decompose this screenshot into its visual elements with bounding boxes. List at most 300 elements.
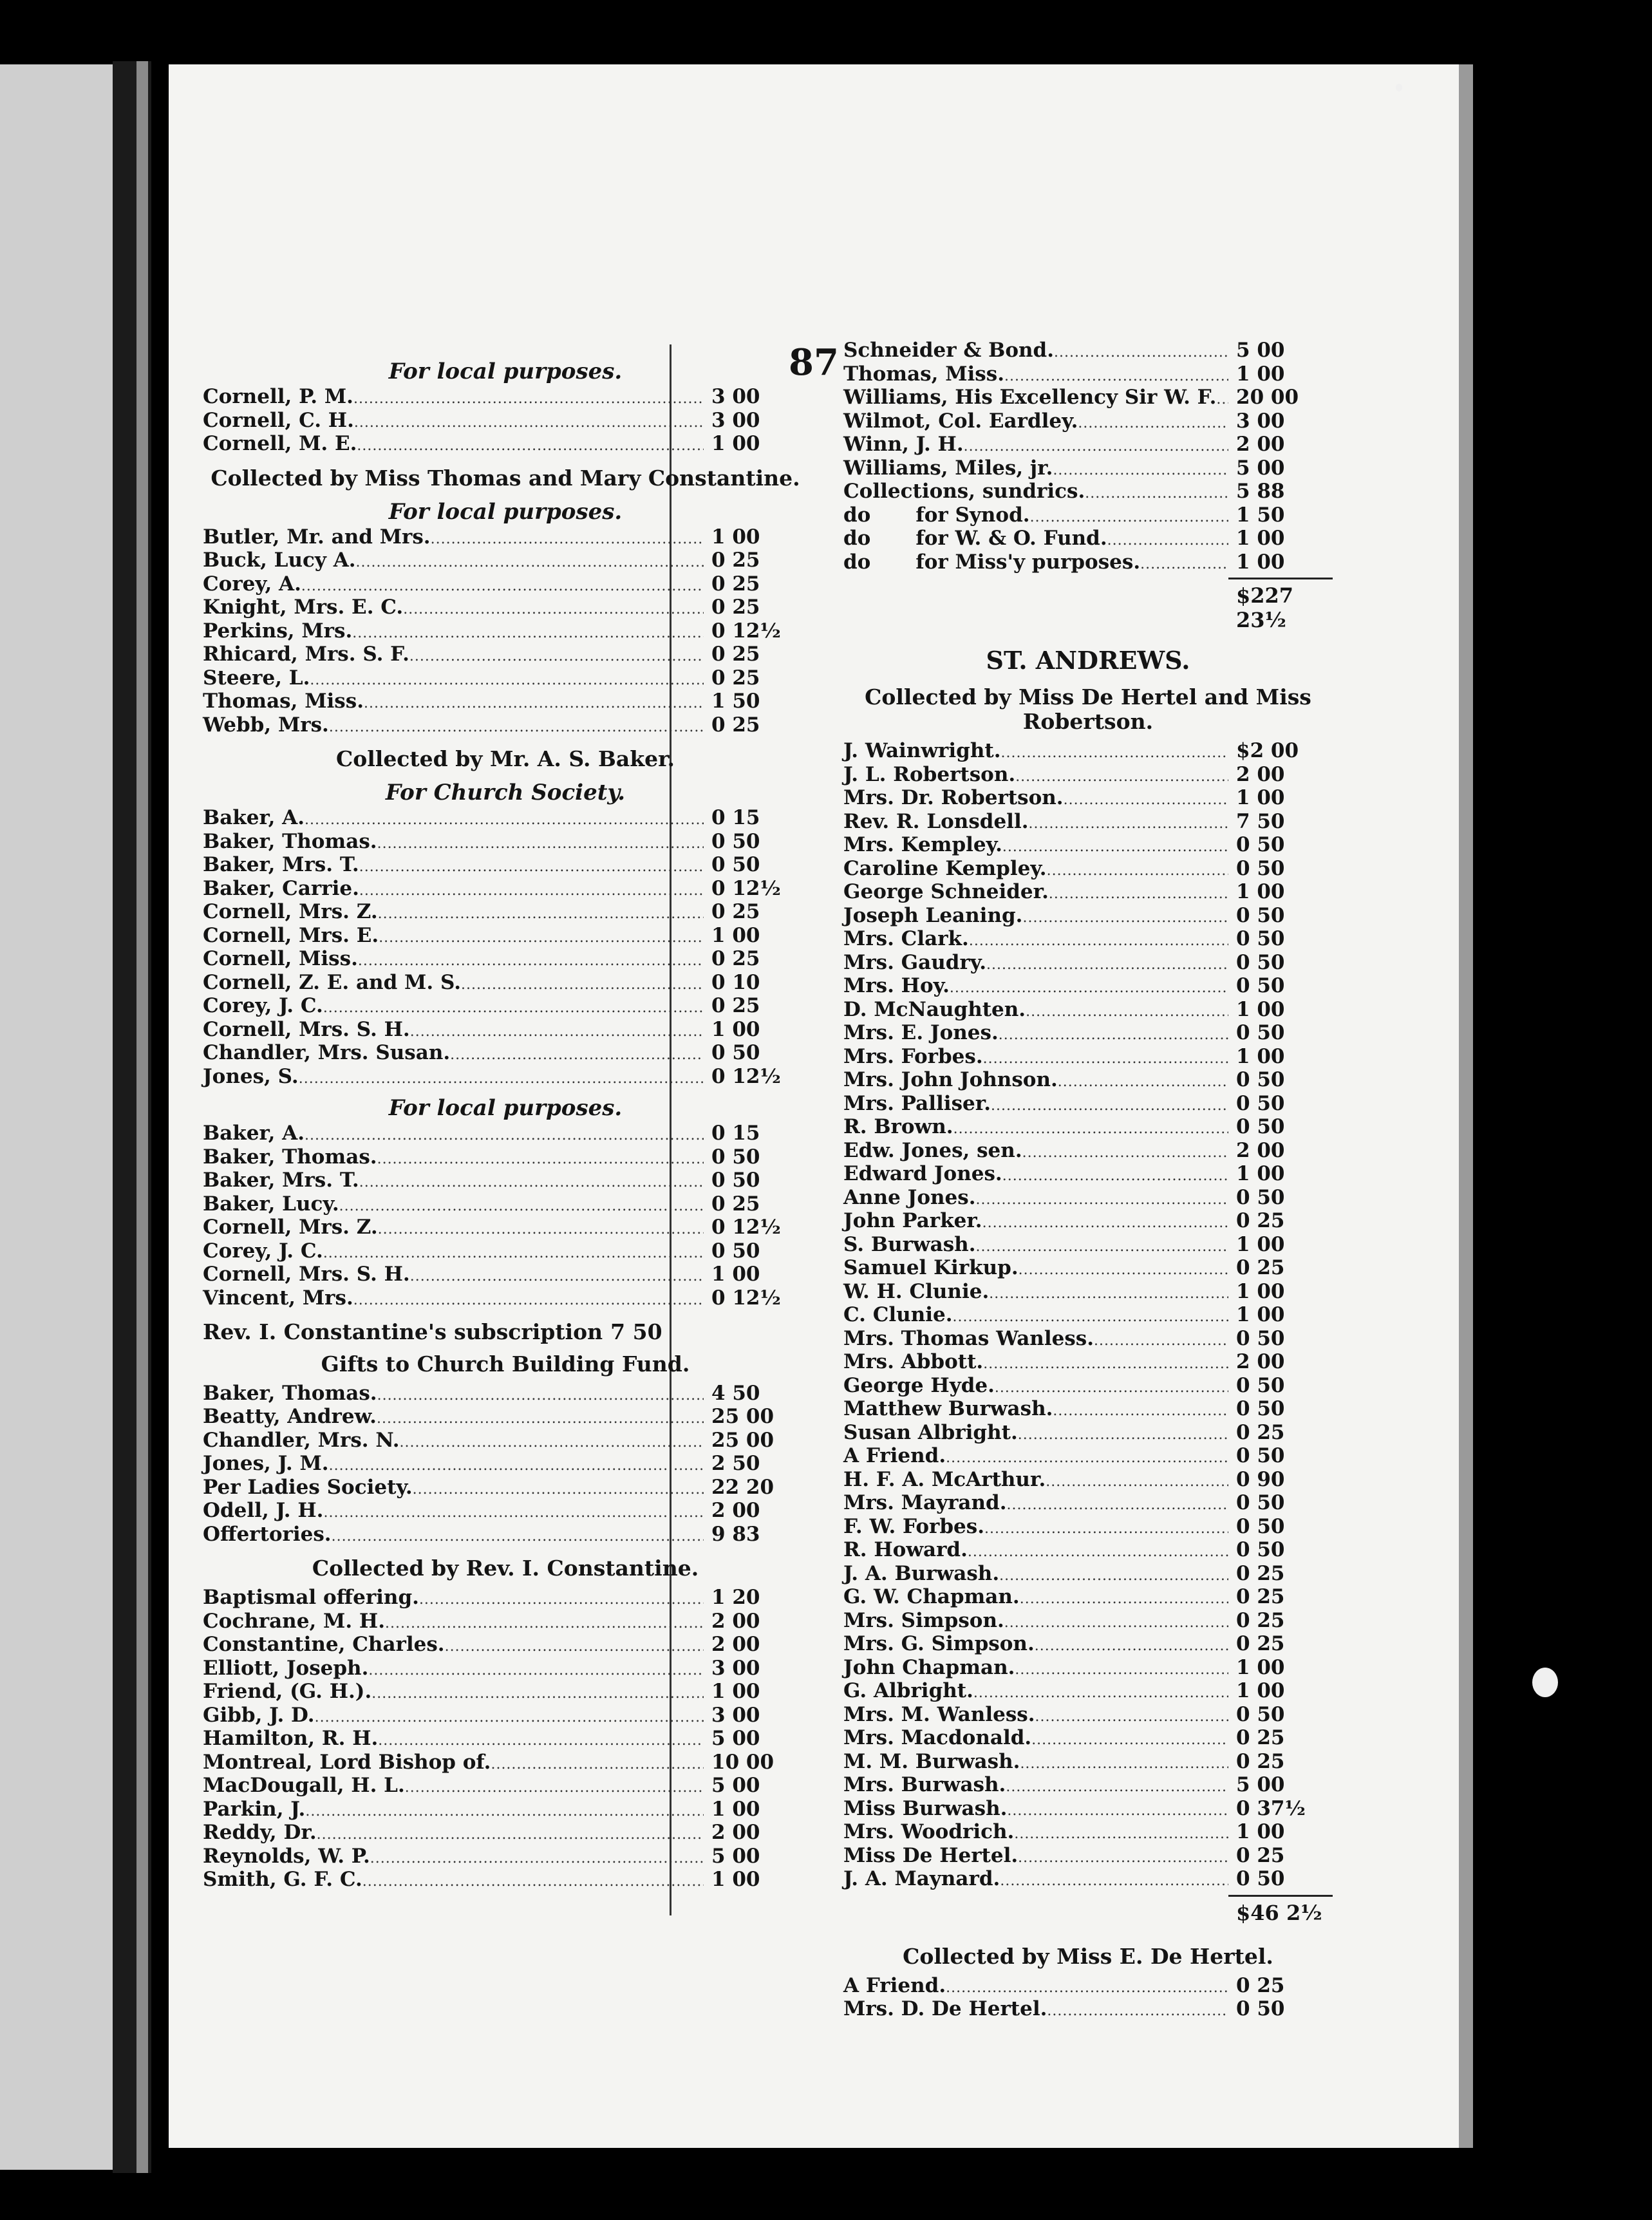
leader-dots <box>461 974 704 996</box>
leader-dots <box>419 1589 704 1611</box>
entry-name: Joseph Leaning. <box>843 903 1023 927</box>
entry-name: Parkin, J. <box>203 1797 306 1821</box>
section-heading: Collected by Miss Thomas and Mary Constantine. <box>211 465 800 491</box>
entry-name: Mrs. Woodrich. <box>843 1820 1015 1843</box>
entry-name: Rev. R. Lonsdell. <box>843 809 1029 833</box>
leader-dots <box>1002 1165 1228 1187</box>
leader-dots <box>1018 1259 1228 1281</box>
section-heading: Collected by Miss E. De Hertel. <box>903 1943 1273 1969</box>
section-subheading: For Church Society. <box>385 780 626 805</box>
entry-amount: 0 25 <box>1236 1726 1285 1749</box>
entry-amount: 0 50 <box>1236 1373 1285 1397</box>
leader-dots <box>1029 813 1228 835</box>
entry-name: Susan Albright. <box>843 1420 1018 1444</box>
entry-row <box>843 1999 1333 2022</box>
entry-name: J. A. Burwash. <box>843 1561 1000 1585</box>
entry-row <box>203 901 808 925</box>
leader-dots <box>1107 530 1228 552</box>
leader-dots <box>405 1777 704 1799</box>
paper-speck <box>1532 1668 1558 1697</box>
entry-amount: 0 90 <box>1236 1467 1285 1491</box>
entry-amount: 1 00 <box>1236 1232 1285 1256</box>
entry-name: Cornell, Mrs. Z. <box>203 900 378 923</box>
entry-name: Baker, Lucy. <box>203 1192 339 1216</box>
entry-row <box>843 1774 1333 1798</box>
entry-amount: 1 00 <box>1236 1162 1285 1185</box>
entry-amount: 5 00 <box>1236 456 1285 480</box>
entry-name: G. Albright. <box>843 1679 973 1702</box>
entry-name: Perkins, Mrs. <box>203 619 353 643</box>
entry-name: Mrs. Kempley. <box>843 833 1002 856</box>
entry-list <box>203 1123 808 1311</box>
section-heading: For local purposes. <box>388 359 623 384</box>
entry-amount: 0 50 <box>1236 1538 1285 1561</box>
section-subheading: For local purposes. <box>388 1095 623 1121</box>
entry-name: George Hyde. <box>843 1373 995 1397</box>
entry-row <box>843 1633 1333 1657</box>
gutter-line <box>136 61 148 2173</box>
entry-row <box>843 1563 1333 1587</box>
entry-amount: 0 25 <box>1236 1843 1285 1867</box>
leader-dots <box>1047 2000 1228 2022</box>
entry-name: Hamilton, R. H. <box>203 1727 379 1750</box>
entry-amount: 7 50 <box>610 1319 662 1344</box>
entry-row <box>203 597 808 621</box>
entry-amount: 0 50 <box>1236 974 1285 997</box>
leader-dots <box>1058 1071 1228 1093</box>
entry-name: George Schneider. <box>843 880 1049 903</box>
leader-dots <box>1000 1870 1228 1892</box>
leader-dots <box>305 1125 704 1147</box>
leader-dots <box>1054 342 1228 364</box>
entry-row <box>843 1516 1333 1540</box>
entry-row <box>843 1140 1333 1164</box>
leader-dots <box>1020 1588 1228 1610</box>
right-column <box>843 340 1333 2022</box>
entry-name: Odell, J. H. <box>203 1499 324 1522</box>
entry-amount: 2 00 <box>711 1821 760 1844</box>
entry-row <box>203 1799 808 1823</box>
leader-dots <box>354 412 704 434</box>
leader-dots <box>379 927 704 949</box>
entry-row <box>843 1046 1333 1070</box>
entry-amount: 3 00 <box>711 408 760 432</box>
entry-row <box>203 807 808 831</box>
entry-amount: 0 25 <box>1236 1973 1285 1997</box>
entry-name: Samuel Kirkup. <box>843 1256 1018 1279</box>
entry-name: Mrs. Gaudry. <box>843 950 987 974</box>
entry-name: Reynolds, W. P. <box>203 1844 370 1868</box>
leader-dots <box>946 1447 1228 1469</box>
entry-name: Webb, Mrs. <box>203 713 329 737</box>
entry-name: Baptismal offering. <box>203 1586 419 1609</box>
entry-amount: 1 50 <box>711 690 760 713</box>
entry-name: Constantine, Charles. <box>203 1633 445 1656</box>
leader-dots <box>377 1385 704 1407</box>
entry-list <box>843 1975 1333 2022</box>
entry-amount: 1 00 <box>711 1263 760 1286</box>
entry-row <box>843 505 1333 529</box>
entry-amount: 2 00 <box>711 1633 760 1656</box>
entry-name: Jones, J. M. <box>203 1452 329 1475</box>
entry-name: Mrs. Clark. <box>843 927 969 950</box>
leader-dots <box>1004 366 1228 388</box>
leader-dots <box>431 529 704 550</box>
entry-row <box>203 621 808 644</box>
entry-row <box>203 1846 808 1870</box>
entry-row <box>203 1194 808 1218</box>
entry-row <box>203 1634 808 1658</box>
entry-amount: 0 50 <box>1236 927 1285 950</box>
entry-amount: 1 00 <box>1236 786 1285 809</box>
entry-row <box>203 574 808 597</box>
entry-name: Thomas, Miss. <box>843 362 1004 386</box>
entry-name: Mrs. Forbes. <box>843 1044 983 1068</box>
entry-amount: 0 12½ <box>711 1064 781 1088</box>
entry-row <box>843 1116 1333 1140</box>
leader-dots <box>976 1189 1229 1211</box>
entry-name: Reddy, Dr. <box>203 1821 317 1844</box>
leader-dots <box>1035 1706 1228 1728</box>
entry-amount: 0 50 <box>1236 1068 1285 1091</box>
entry-row <box>843 1257 1333 1281</box>
leader-dots <box>1035 1635 1228 1657</box>
entry-amount: 2 00 <box>1236 1350 1285 1373</box>
entry-amount: 0 50 <box>711 853 760 876</box>
leader-dots <box>299 1068 704 1090</box>
entry-row <box>843 1022 1333 1046</box>
entry-row <box>203 1681 808 1705</box>
entry-amount: 1 00 <box>711 1680 760 1703</box>
leader-dots <box>946 1977 1228 1999</box>
entry-name: S. Burwash. <box>843 1232 976 1256</box>
entry-row <box>843 1069 1333 1093</box>
entry-name: Baker, Thomas. <box>203 1381 377 1405</box>
entry-name: Cornell, Mrs. E. <box>203 923 379 947</box>
leader-dots <box>1022 907 1228 929</box>
entry-name: Baker, Carrie. <box>203 876 359 900</box>
leader-dots <box>339 1196 704 1218</box>
entry-row <box>843 528 1333 552</box>
entry-amount: 0 25 <box>711 1192 760 1216</box>
entry-row <box>203 948 808 972</box>
entry-name: Mrs. D. De Hertel. <box>843 1997 1047 2020</box>
entry-amount: 4 50 <box>711 1381 760 1405</box>
entry-name: Offertories. <box>203 1522 332 1546</box>
entry-row <box>843 858 1333 882</box>
leader-dots <box>403 599 704 621</box>
leader-dots <box>1064 789 1228 811</box>
entry-name: Miss De Hertel. <box>843 1843 1018 1867</box>
leader-dots <box>950 977 1228 999</box>
entry-row <box>843 811 1333 835</box>
leader-dots <box>1030 507 1228 529</box>
leader-dots <box>968 1541 1228 1563</box>
leader-dots <box>378 903 704 925</box>
entry-amount: 2 00 <box>1236 762 1285 786</box>
section-heading: Gifts to Church Building Fund. <box>321 1351 690 1377</box>
entry-row <box>203 1288 808 1312</box>
entry-amount: 0 25 <box>1236 1420 1285 1444</box>
entry-amount: 0 50 <box>1236 1491 1285 1514</box>
leader-dots <box>357 435 704 457</box>
entry-amount: 1 00 <box>1236 997 1285 1021</box>
entry-list <box>843 340 1333 575</box>
entry-row <box>203 925 808 949</box>
entry-amount: 0 25 <box>711 900 760 923</box>
leader-dots <box>969 930 1228 952</box>
entry-row <box>843 411 1333 435</box>
entry-name: Mrs. Abbott. <box>843 1350 984 1373</box>
entry-amount: 0 25 <box>1236 1209 1285 1232</box>
entry-row <box>843 387 1333 411</box>
leader-dots <box>953 1306 1228 1328</box>
leader-dots <box>964 436 1228 458</box>
entry-row <box>843 1422 1333 1446</box>
entry-name: H. F. A. McArthur. <box>843 1467 1046 1491</box>
entry-row <box>203 1587 808 1611</box>
entry-name: Rhicard, Mrs. S. F. <box>203 643 409 666</box>
entry-row <box>203 1752 808 1776</box>
entry-name: Mrs. Dr. Robertson. <box>843 786 1064 809</box>
entry-row <box>843 434 1333 458</box>
entry-row <box>203 1658 808 1682</box>
entry-name: Baker, Mrs. T. <box>203 853 359 876</box>
entry-name: Mrs. M. Wanless. <box>843 1702 1035 1726</box>
entry-name: R. Howard. <box>843 1538 968 1561</box>
leader-dots <box>1026 1001 1228 1023</box>
entry-name: Mrs. E. Jones. <box>843 1021 999 1044</box>
entry-row <box>203 878 808 902</box>
leader-dots <box>329 717 704 738</box>
leader-dots <box>1140 554 1228 576</box>
leader-dots <box>1001 742 1229 764</box>
entry-amount: 2 00 <box>711 1609 760 1633</box>
entry-amount: 0 50 <box>711 829 760 853</box>
entry-row <box>843 1539 1333 1563</box>
entry-amount: 5 00 <box>711 1774 760 1797</box>
entry-name: Steere, L. <box>203 666 310 690</box>
entry-amount: 0 25 <box>1236 1585 1285 1608</box>
leader-dots <box>359 1172 704 1194</box>
entry-name: Buck, Lucy A. <box>203 549 356 572</box>
entry-name: Vincent, Mrs. <box>203 1286 353 1310</box>
entry-name: Williams, His Excellency Sir W. F. <box>843 386 1217 409</box>
entry-amount: 0 50 <box>1236 1514 1285 1538</box>
entry-row <box>843 928 1333 952</box>
entry-list <box>203 527 808 738</box>
leader-dots <box>976 1236 1229 1258</box>
leader-dots <box>409 646 704 668</box>
entry-row <box>843 1586 1333 1610</box>
entry-name: J. L. Robertson. <box>843 762 1016 786</box>
entry-name: Miss Burwash. <box>843 1796 1008 1820</box>
entry-name: Williams, Miles, jr. <box>843 456 1053 480</box>
section-heading: Collected by Mr. A. S. Baker. <box>335 746 675 771</box>
leader-dots <box>323 997 704 1019</box>
entry-name: Baker, Thomas. <box>203 1145 377 1169</box>
entry-amount: 1 00 <box>1236 1044 1285 1068</box>
entry-row <box>203 1217 808 1241</box>
entry-row <box>843 1093 1333 1117</box>
entry-amount: 5 88 <box>1236 480 1285 503</box>
leader-dots <box>377 1149 704 1171</box>
leader-dots <box>984 1518 1228 1540</box>
leader-dots <box>359 880 704 902</box>
entry-name: Baker, A. <box>203 806 305 829</box>
entry-name: Gibb, J. D. <box>203 1703 315 1727</box>
section-heading: Collected by Miss De Hertel and Miss Robertson. <box>865 684 1311 734</box>
entry-name: Cornell, M. E. <box>203 432 357 455</box>
leader-dots <box>377 833 704 855</box>
entry-amount: 2 50 <box>711 1452 760 1475</box>
leader-dots <box>999 1565 1228 1587</box>
entry-amount: 0 25 <box>1236 1632 1285 1655</box>
entry-name: Jones, S. <box>203 1064 299 1088</box>
total-row <box>843 578 1333 632</box>
entry-amount: 1 00 <box>711 923 760 947</box>
entry-row <box>843 1163 1333 1187</box>
entry-name: Corey, J. C. <box>203 994 323 1017</box>
leader-dots <box>983 1353 1228 1375</box>
entry-name: F. W. Forbes. <box>843 1514 985 1538</box>
entry-row <box>203 972 808 996</box>
entry-name: G. W. Chapman. <box>843 1585 1020 1608</box>
entry-amount: 0 50 <box>1236 1115 1285 1138</box>
entry-name: Mrs. Hoy. <box>843 974 950 997</box>
entry-amount: 0 25 <box>711 947 760 970</box>
leader-dots <box>323 1243 704 1265</box>
leader-dots <box>1015 1659 1228 1681</box>
entry-row <box>843 881 1333 905</box>
total-amount: $46 2½ <box>1228 1895 1333 1925</box>
entry-amount: 0 50 <box>1236 1091 1285 1115</box>
entry-row <box>843 552 1333 576</box>
entry-amount: 0 25 <box>1236 1256 1285 1279</box>
entry-name: Caroline Kempley. <box>843 856 1047 880</box>
leader-dots <box>378 1219 704 1241</box>
entry-row <box>843 1704 1333 1728</box>
entry-row <box>203 1042 808 1066</box>
leader-dots <box>329 1455 704 1477</box>
entry-row <box>843 834 1333 858</box>
entry-amount: 10 00 <box>711 1750 774 1774</box>
entry-amount: 25 00 <box>711 1428 774 1452</box>
entry-amount: 5 00 <box>711 1727 760 1750</box>
entry-amount: 2 00 <box>1236 433 1285 456</box>
entry-name: C. Clunie. <box>843 1303 953 1326</box>
entry-row <box>843 1868 1333 1892</box>
leader-dots <box>999 1024 1228 1046</box>
entry-row <box>843 1657 1333 1681</box>
leader-dots <box>362 1871 704 1893</box>
entry-amount: 0 37½ <box>1236 1796 1306 1820</box>
entry-amount: 1 00 <box>1236 550 1285 574</box>
entry-row <box>843 952 1333 976</box>
entry-row <box>203 644 808 668</box>
entry-amount: 0 50 <box>1236 1397 1285 1420</box>
entry-row <box>843 1975 1333 1999</box>
entry-amount: 0 50 <box>1236 1702 1285 1726</box>
subscription-row <box>203 1321 808 1343</box>
entry-name: Mrs. Macdonald. <box>843 1726 1032 1749</box>
leader-dots <box>973 1682 1228 1704</box>
entry-list <box>203 1587 808 1893</box>
entry-name: Cornell, C. H. <box>203 408 354 432</box>
leader-dots <box>410 1266 704 1288</box>
entry-name: Mrs. Palliser. <box>843 1091 991 1115</box>
entry-row <box>203 1123 808 1147</box>
entry-row <box>203 995 808 1019</box>
entry-name: Mrs. Thomas Wanless. <box>843 1326 1094 1350</box>
entry-amount: 1 50 <box>1236 503 1285 527</box>
entry-amount: 0 25 <box>711 643 760 666</box>
entry-amount: 0 25 <box>1236 1749 1285 1773</box>
entry-row <box>843 1398 1333 1422</box>
leader-dots <box>1053 1400 1228 1422</box>
entry-amount: 1 00 <box>711 1797 760 1821</box>
entry-row <box>203 1066 808 1090</box>
entry-name: Beatty, Andrew. <box>203 1405 377 1428</box>
leader-dots <box>1018 1847 1228 1869</box>
entry-name: Cornell, Miss. <box>203 947 358 970</box>
entry-row <box>203 1019 808 1043</box>
entry-row <box>843 1328 1333 1352</box>
entry-amount: 0 50 <box>1236 1326 1285 1350</box>
entry-amount: 0 25 <box>711 596 760 619</box>
entry-name: Baker, A. <box>203 1122 305 1145</box>
entry-list <box>203 386 808 457</box>
leader-dots <box>356 552 704 574</box>
entry-amount: 5 00 <box>711 1844 760 1868</box>
entry-amount: 0 25 <box>711 713 760 737</box>
total-row <box>843 1895 1333 1925</box>
leader-dots <box>450 1044 704 1066</box>
entry-name: Smith, G. F. C. <box>203 1868 362 1891</box>
leader-dots <box>371 1683 704 1705</box>
entry-name: M. M. Burwash. <box>843 1749 1020 1773</box>
entry-row <box>203 1775 808 1799</box>
entry-name: Chandler, Mrs. N. <box>203 1428 400 1452</box>
entry-amount: 1 00 <box>1236 1820 1285 1843</box>
entry-amount: 3 00 <box>711 1656 760 1680</box>
leader-dots <box>332 1526 704 1548</box>
entry-amount: 0 25 <box>711 572 760 596</box>
entry-row <box>203 1406 808 1430</box>
entry-row <box>203 1705 808 1729</box>
leader-dots <box>315 1707 704 1729</box>
leader-dots <box>989 1283 1228 1305</box>
entry-name: Cornell, Mrs. S. H. <box>203 1017 410 1041</box>
entry-name: Mrs. Burwash. <box>843 1773 1006 1796</box>
entry-amount: 0 50 <box>1236 1021 1285 1044</box>
leader-dots <box>370 1848 704 1870</box>
leader-dots <box>323 1502 704 1524</box>
entry-row <box>843 1210 1333 1234</box>
entry-name: Corey, J. C. <box>203 1239 323 1263</box>
leader-dots <box>1053 460 1228 482</box>
entry-row <box>843 340 1333 364</box>
entry-amount: 5 00 <box>1236 1773 1285 1796</box>
leader-dots <box>378 1730 704 1752</box>
leader-dots <box>305 809 704 831</box>
entry-amount: 0 12½ <box>711 876 781 900</box>
entry-row <box>843 1751 1333 1775</box>
entry-row <box>203 1264 808 1288</box>
entry-list <box>203 1383 808 1548</box>
leader-dots <box>358 950 704 972</box>
entry-amount: 0 15 <box>711 806 760 829</box>
